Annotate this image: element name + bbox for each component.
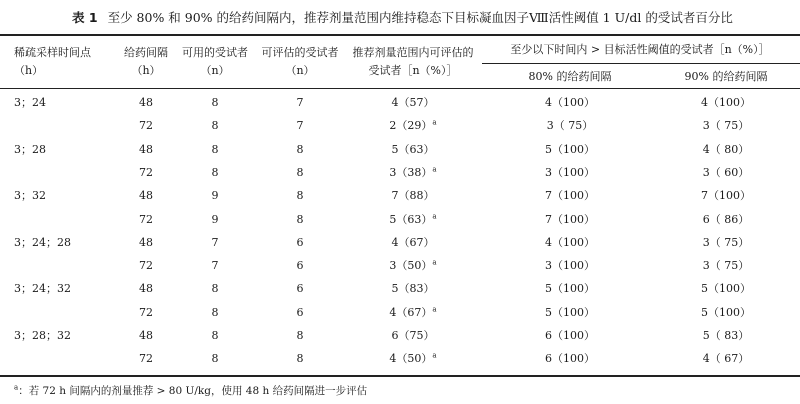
cell-available: 7	[211, 236, 219, 249]
header-80pct: 80% 的给药间隔	[528, 70, 612, 83]
header-timepoint: 稀疏采样时间点 （h）	[14, 46, 91, 77]
cell-recommended: $5(63)^a$	[389, 212, 437, 226]
cell-80pct: 5（100）	[545, 282, 595, 295]
cell-timepoint: 3；24	[14, 96, 46, 109]
table-title	[72, 8, 733, 26]
cell-80pct: 6（100）	[545, 352, 595, 365]
cell-80pct: 4（100）	[545, 236, 595, 249]
cell-interval: 72	[139, 352, 153, 365]
cell-available: 8	[211, 282, 219, 295]
cell-90pct: 6（ 86）	[702, 213, 750, 226]
table-caption: 至少 80% 和 90% 的给药间隔内，推荐剂量范围内维持稳态下目标凝血因子Ⅷ活性阈值 1 U/dl 的受试者百分比	[107, 10, 733, 25]
cell-recommended: 6（75）	[391, 329, 435, 342]
footnote	[14, 383, 367, 398]
footnote-marker: a	[432, 351, 437, 360]
cell-available: 7	[211, 259, 219, 272]
bottom-rule	[0, 375, 800, 377]
cell-available: 8	[211, 119, 219, 132]
cell-evaluable: 7	[296, 119, 304, 132]
cell-recommended: $2(29)^a$	[389, 118, 437, 132]
cell-recommended: $4(50)^a$	[389, 351, 437, 365]
cell-evaluable: 8	[296, 166, 304, 179]
footnote-text: ：若 72 h 间隔内的剂量推荐 > 80 U/kg，使用 48 h 给药间隔进一步评估	[18, 385, 368, 397]
cell-interval: 72	[139, 306, 153, 319]
cell-80pct: 7（100）	[545, 213, 595, 226]
cell-available: 9	[211, 189, 219, 202]
cell-90pct: 5（ 83）	[702, 329, 750, 342]
cell-90pct: 3（ 60）	[702, 166, 750, 179]
cell-90pct: 3（ 75）	[702, 259, 750, 272]
footnote-mark: a	[14, 383, 19, 392]
footnote-marker: a	[432, 258, 437, 267]
cell-interval: 48	[139, 143, 153, 156]
cell-available: 8	[211, 352, 219, 365]
cell-recommended: 7（88）	[391, 189, 435, 202]
cell-available: 8	[211, 96, 219, 109]
header-90pct: 90% 的给药间隔	[684, 70, 768, 83]
cell-timepoint: 3；24；32	[14, 282, 71, 295]
group-rule	[482, 63, 800, 64]
cell-recommended: 4（67）	[391, 236, 435, 249]
cell-80pct: 3（100）	[545, 259, 595, 272]
cell-available: 8	[211, 143, 219, 156]
cell-interval: 72	[139, 119, 153, 132]
cell-80pct: 7（100）	[545, 189, 595, 202]
footnote-marker: a	[432, 165, 437, 174]
header-recommended: 推荐剂量范围内可评估的 受试者［n（%）］	[352, 46, 474, 77]
cell-interval: 48	[139, 236, 153, 249]
cell-recommended: $3(50)^a$	[389, 258, 437, 272]
cell-interval: 48	[139, 329, 153, 342]
footnote-marker: a	[432, 212, 437, 221]
cell-available: 8	[211, 306, 219, 319]
cell-interval: 72	[139, 213, 153, 226]
cell-90pct: 4（ 67）	[702, 352, 750, 365]
cell-80pct: 3（ 75）	[546, 119, 594, 132]
cell-timepoint: 3；28；32	[14, 329, 71, 342]
cell-evaluable: 8	[296, 189, 304, 202]
cell-90pct: 3（ 75）	[702, 119, 750, 132]
cell-recommended: 5（83）	[391, 282, 435, 295]
cell-evaluable: 8	[296, 352, 304, 365]
cell-recommended: 4（57）	[391, 96, 435, 109]
cell-90pct: 5（100）	[701, 306, 751, 319]
header-group: 至少以下时间内 > 目标活性阈值的受试者［n（%）］	[510, 43, 770, 56]
cell-interval: 72	[139, 259, 153, 272]
header-rule	[0, 88, 800, 89]
cell-evaluable: 7	[296, 96, 304, 109]
cell-80pct: 3（100）	[545, 166, 595, 179]
cell-80pct: 4（100）	[545, 96, 595, 109]
cell-80pct: 5（100）	[545, 306, 595, 319]
cell-recommended: 5（63）	[391, 143, 435, 156]
cell-timepoint: 3；28	[14, 143, 46, 156]
cell-interval: 48	[139, 96, 153, 109]
cell-evaluable: 6	[296, 236, 304, 249]
cell-available: 9	[211, 213, 219, 226]
cell-available: 8	[211, 166, 219, 179]
cell-recommended: $4(67)^a$	[389, 305, 437, 319]
cell-evaluable: 6	[296, 259, 304, 272]
cell-evaluable: 8	[296, 329, 304, 342]
cell-available: 8	[211, 329, 219, 342]
cell-timepoint: 3；32	[14, 189, 46, 202]
header-interval: 给药间隔 （h）	[124, 46, 168, 77]
header-evaluable: 可评估的受试者 （n）	[261, 46, 339, 77]
cell-evaluable: 6	[296, 306, 304, 319]
cell-evaluable: 6	[296, 282, 304, 295]
cell-interval: 48	[139, 282, 153, 295]
cell-recommended: $3(38)^a$	[389, 165, 437, 179]
cell-90pct: 5（100）	[701, 282, 751, 295]
cell-80pct: 5（100）	[545, 143, 595, 156]
footnote-marker: a	[432, 118, 437, 127]
cell-evaluable: 8	[296, 213, 304, 226]
cell-90pct: 3（ 75）	[702, 236, 750, 249]
cell-80pct: 6（100）	[545, 329, 595, 342]
header-available: 可用的受试者 （n）	[182, 46, 248, 77]
cell-interval: 48	[139, 189, 153, 202]
table-number: 表 1	[72, 10, 98, 25]
cell-90pct: 4（ 80）	[702, 143, 750, 156]
top-rule	[0, 34, 800, 36]
footnote-marker: a	[432, 305, 437, 314]
cell-interval: 72	[139, 166, 153, 179]
cell-90pct: 4（100）	[701, 96, 751, 109]
cell-evaluable: 8	[296, 143, 304, 156]
cell-90pct: 7（100）	[701, 189, 751, 202]
cell-timepoint: 3；24；28	[14, 236, 71, 249]
